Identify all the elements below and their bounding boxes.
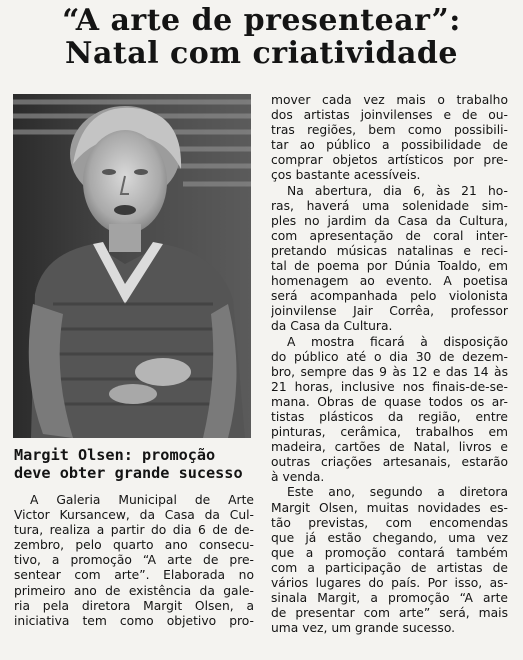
article-column-1 bbox=[14, 493, 254, 629]
text-line: zembro, pelo quarto ano consecu- bbox=[14, 538, 254, 553]
text-line: comprar objetos artísticos por pre- bbox=[271, 153, 508, 168]
photo-caption bbox=[14, 446, 254, 482]
text-line: madeira, cartões de Natal, livros e bbox=[271, 440, 508, 455]
portrait-illustration bbox=[13, 94, 251, 438]
text-line: outras criações artesanais, estarão bbox=[271, 455, 508, 470]
headline-line-2: Natal com criatividade bbox=[65, 36, 458, 71]
text-line: que já estão chegando, uma vez bbox=[271, 530, 508, 545]
text-line: vários lugares do país. Por isso, as- bbox=[271, 576, 508, 590]
text-line: tras regiões, bem como possibili- bbox=[271, 123, 508, 138]
text-line: tão previstas, com encomendas bbox=[271, 515, 508, 530]
text-line: será acompanhada pelo violonista bbox=[271, 289, 508, 304]
text-line: bro, sempre das 9 às 12 e das 14 às bbox=[271, 364, 508, 379]
text-line: dos artistas joinvilenses e de ou- bbox=[271, 108, 508, 123]
caption-line-2: deve obter grande sucesso bbox=[14, 464, 243, 482]
text-line: iniciativa tem como objetivo pro- bbox=[14, 613, 254, 628]
text-line: tura, realiza a partir do dia 6 de de- bbox=[14, 523, 254, 538]
text-line: sentear com arte”. Elaborada no bbox=[14, 568, 254, 583]
text-line: Margit Olsen, muitas novidades es- bbox=[271, 500, 508, 515]
text-line: Na abertura, dia 6, às 21 ho- bbox=[287, 183, 508, 198]
text-line: ria pela diretora Margit Olsen, a bbox=[14, 598, 254, 613]
text-line: ples no jardim da Casa da Cultura, bbox=[271, 213, 508, 228]
text-line: de presentar com arte” será, mais bbox=[271, 606, 508, 621]
text-line: A Galeria Municipal de Arte bbox=[30, 493, 254, 507]
text-line: com apresentação de coral inter- bbox=[271, 228, 508, 243]
text-line: pinturas, cerâmica, trabalhos em bbox=[271, 425, 508, 440]
text-line: pretando músicas natalinas e reci- bbox=[271, 243, 508, 258]
text-line: homenagem ao evento. A poetisa bbox=[271, 274, 508, 289]
text-line: sinala Margit, a promoção “A arte bbox=[271, 591, 508, 606]
text-line: Victor Kursancew, da Casa da Cul- bbox=[14, 508, 254, 523]
text-line: ços bastante acessíveis. bbox=[271, 168, 421, 183]
text-line: tivo, a promoção “A arte de pre- bbox=[14, 553, 254, 568]
text-line: A mostra ficará à disposição bbox=[287, 334, 508, 349]
text-line: à venda. bbox=[271, 470, 325, 485]
article-column-2 bbox=[271, 93, 508, 636]
caption-line-1: Margit Olsen: promoção bbox=[14, 446, 216, 464]
text-line: tar ao público a possibilidade de bbox=[271, 138, 508, 153]
headline-line-1: “A arte de presentear”: bbox=[62, 3, 461, 38]
text-line: da Casa da Cultura. bbox=[271, 319, 393, 334]
text-line: mover cada vez mais o trabalho bbox=[271, 93, 508, 107]
text-line: com a participação de artistas de bbox=[271, 560, 508, 575]
text-line: Este ano, segundo a diretora bbox=[287, 485, 508, 500]
text-line: do público até o dia 30 de dezem- bbox=[271, 349, 508, 364]
text-line: uma vez, um grande sucesso. bbox=[271, 621, 456, 636]
text-line: que a promoção contará também bbox=[271, 545, 508, 560]
text-line: 21 horas, inclusive nos finais-de-se- bbox=[271, 379, 508, 394]
text-line: tistas plásticos da região, entre bbox=[271, 409, 508, 424]
text-line: mana. Obras de quase todos os ar- bbox=[271, 394, 508, 409]
text-line: ras, haverá uma solenidade sim- bbox=[271, 198, 508, 213]
text-line: primeiro ano de existência da gale- bbox=[14, 583, 254, 598]
text-line: joinvilense Jair Corrêa, professor bbox=[271, 304, 508, 319]
text-line: tal de poema por Dúnia Toaldo, em bbox=[271, 259, 508, 274]
portrait-photo bbox=[13, 94, 251, 438]
headline bbox=[0, 4, 523, 70]
